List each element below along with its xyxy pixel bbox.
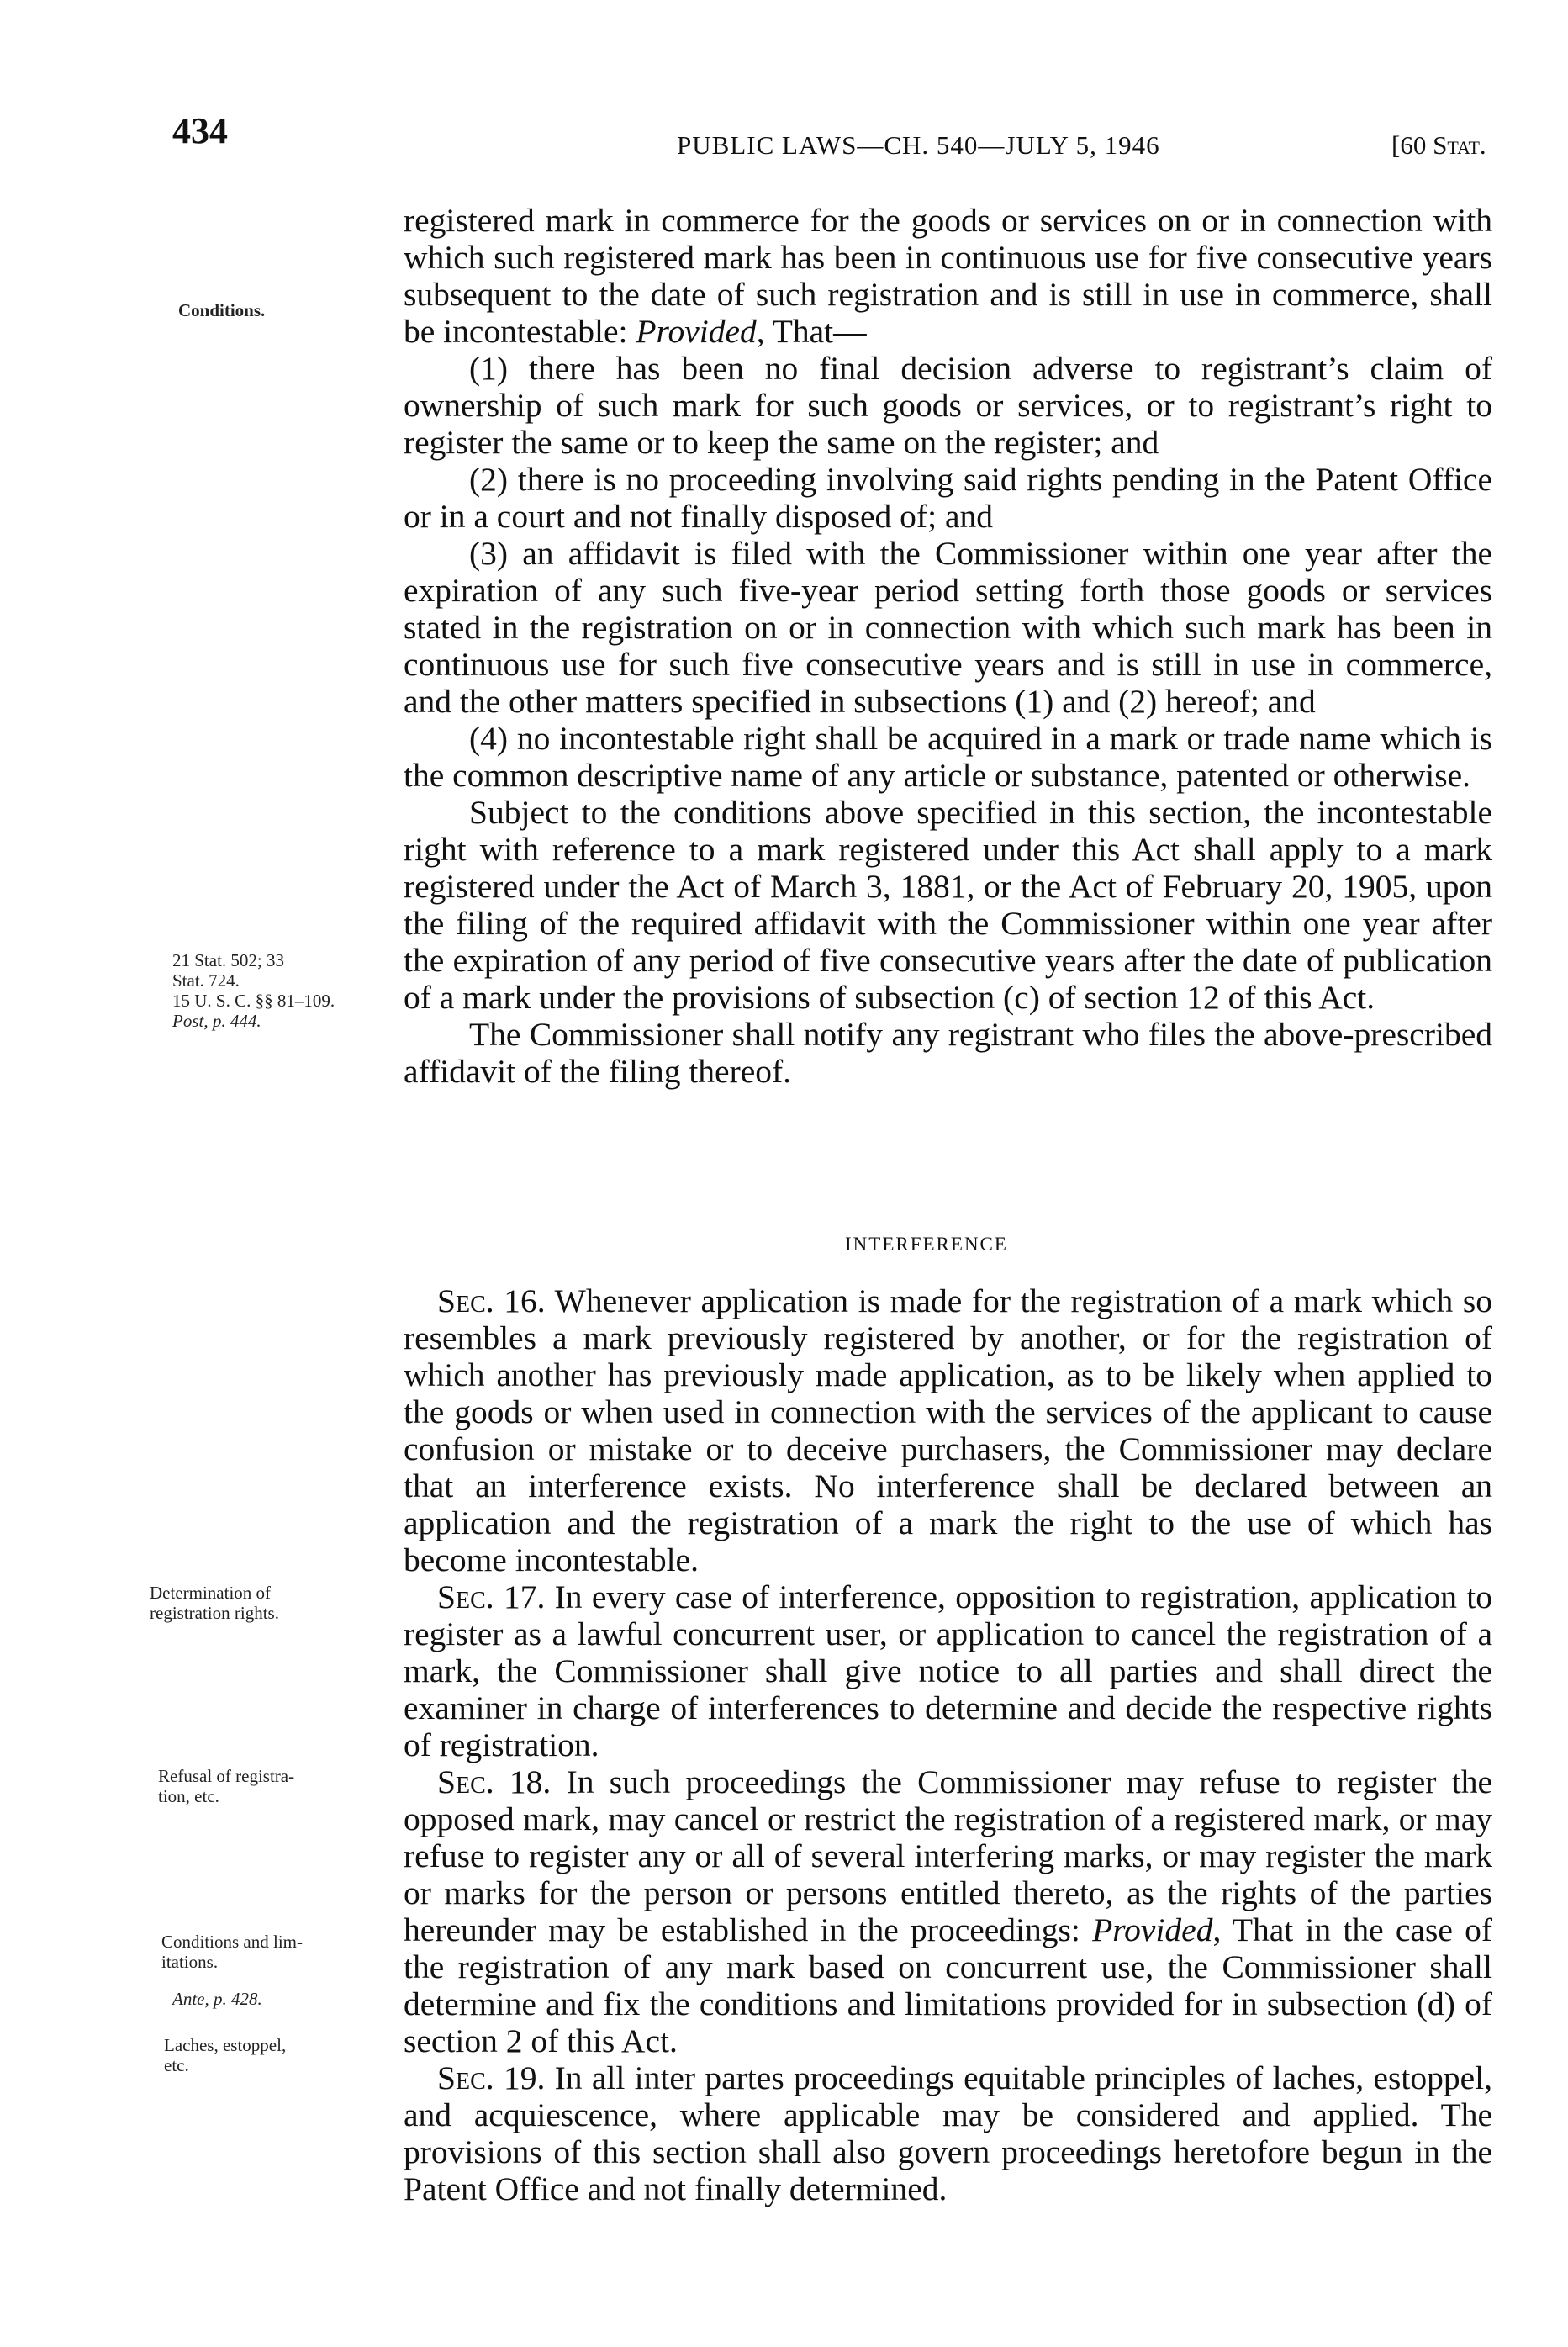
margin-note-line: Laches, estoppel, — [164, 2035, 287, 2055]
section-16-text: 16. Whenever application is made for the registration of a mark which so resembles a mark previously registered by another, or for the registration of which another has previously made application, as to be likely when applied to the goods or when used in connection with the services of the applicant to cause confusion or mistake or to deceive purchasers, the Commissioner may declare that an interference exists. No interference shall be declared between an application and the registration of a mark the right to the use of which has become incontestable. — [404, 1282, 1492, 1578]
margin-note-line: 21 Stat. 502; 33 — [172, 950, 285, 970]
margin-note-line: Post, p. 444. — [172, 1011, 261, 1031]
interference-sections — [404, 1282, 1492, 2207]
section-17-text: 17. In every case of interference, opposition to registration, application to register as a lawful concurrent user, or application to cancel the registration of a mark, the Commissioner shall give notice to all parties and shall direct the examiner in charge of interferences to determine and decide the respective rights of registration. — [404, 1578, 1492, 1763]
running-title: PUBLIC LAWS—CH. 540—JULY 5, 1946 — [677, 130, 1160, 160]
margin-note-laches — [164, 2035, 286, 2075]
section-label: Sec. — [437, 2059, 494, 2096]
margin-note-refusal — [158, 1766, 294, 1806]
margin-note-conditions — [178, 300, 265, 320]
margin-note-line: etc. — [164, 2055, 189, 2075]
margin-note-line: tion, etc. — [158, 1786, 219, 1806]
section-19 — [404, 2059, 1492, 2207]
section-18 — [404, 1763, 1492, 2059]
volume-reference: [60 Stat. — [1391, 130, 1486, 160]
subject-paragraph: Subject to the conditions above specified in this section, the incontestable right with reference to a mark registered under this Act shall apply to a mark registered under the Act of March 3, 1881, or the Act of February 20, 1905, upon the filing of the required affidavit with the Commissioner within one year after the expiration of any period of five consecutive years after the date of publication of a mark under the provisions of subsection (c) of section 12 of this Act. — [404, 794, 1492, 1016]
margin-note-line: Ante, p. 428. — [172, 1989, 262, 2009]
margin-note-line: Refusal of registra- — [158, 1766, 295, 1786]
margin-note-line: Determination of — [150, 1583, 272, 1603]
section-15-continuation — [404, 202, 1492, 1090]
page-number: 434 — [172, 110, 228, 151]
margin-note-line: registration rights. — [150, 1603, 279, 1623]
margin-note-line: Conditions. — [178, 300, 266, 320]
condition-item-2: (2) there is no proceeding involving said rights pending in the Patent Office or in a court and not finally disposed of; and — [404, 461, 1492, 535]
provided-emphasis: Provided — [636, 313, 757, 350]
condition-item-4: (4) no incontestable right shall be acquired in a mark or trade name which is the common descriptive name of any article or substance, patented or otherwise. — [404, 720, 1492, 794]
intro-paragraph — [404, 202, 1492, 350]
section-19-text: 19. In all inter partes proceedings equitable principles of laches, estoppel, and acquiescence, where applicable may be considered and applied. The provisions of this section shall also govern proceedings heretofore begun in the Patent Office and not finally determined. — [404, 2059, 1492, 2207]
margin-note-line: itations. — [161, 1952, 219, 1972]
provided-emphasis: Provided — [1092, 1911, 1213, 1948]
intro-text-end: , That— — [756, 313, 867, 350]
section-16 — [404, 1282, 1492, 1578]
condition-item-3: (3) an affidavit is filed with the Commissioner within one year after the expiration of any such five-year period setting forth those goods or services stated in the registration on or in connection with which such mark has been in continuous use for such five consecutive years and is still in use in commerce, and the other matters specified in subsections (1) and (2) hereof; and — [404, 535, 1492, 720]
section-18-text: 18. In such proceedings the Commissioner may refuse to register the opposed mark, may cancel or restrict the registration of a registered mark, or may refuse to register any or all of several interfering marks, or may register the mark or marks for the person or persons entitled thereto, as the rights of the parties hereunder may be established in the proceedings: — [404, 1763, 1492, 1948]
section-label: Sec. — [437, 1763, 494, 1800]
condition-item-1: (1) there has been no final decision adverse to registrant’s claim of ownership of such mark for such goods or services, or to registrant’s right to register the same or to keep the same on the register; and — [404, 350, 1492, 461]
section-18-text-end: , That in the case of the registration of any mark based on concurrent use, the Commissioner shall determine and fix the conditions and limitations provided for in subsection (d) of section 2 of this Act. — [404, 1911, 1492, 2059]
section-label: Sec. — [437, 1282, 494, 1319]
intro-text: registered mark in commerce for the goods or services on or in connection with which such registered mark has been in continuous use for five consecutive years subsequent to the date of such registration and is still in use in commerce, shall be incontestable: — [404, 202, 1492, 350]
margin-note-line: Stat. 724. — [172, 970, 240, 991]
margin-note-conditions-limitations — [161, 1932, 303, 1972]
margin-note-ante — [172, 1989, 262, 2009]
section-label: Sec. — [437, 1578, 494, 1615]
section-heading: INTERFERENCE — [845, 1234, 1008, 1255]
margin-note-line: Conditions and lim- — [161, 1932, 303, 1952]
margin-note-line: 15 U. S. C. §§ 81–109. — [172, 991, 335, 1011]
margin-note-statutes — [172, 950, 335, 1031]
section-17 — [404, 1578, 1492, 1763]
notify-paragraph: The Commissioner shall notify any registrant who files the above-prescribed affidavit of the filing thereof. — [404, 1016, 1492, 1090]
margin-note-determination — [150, 1583, 279, 1623]
